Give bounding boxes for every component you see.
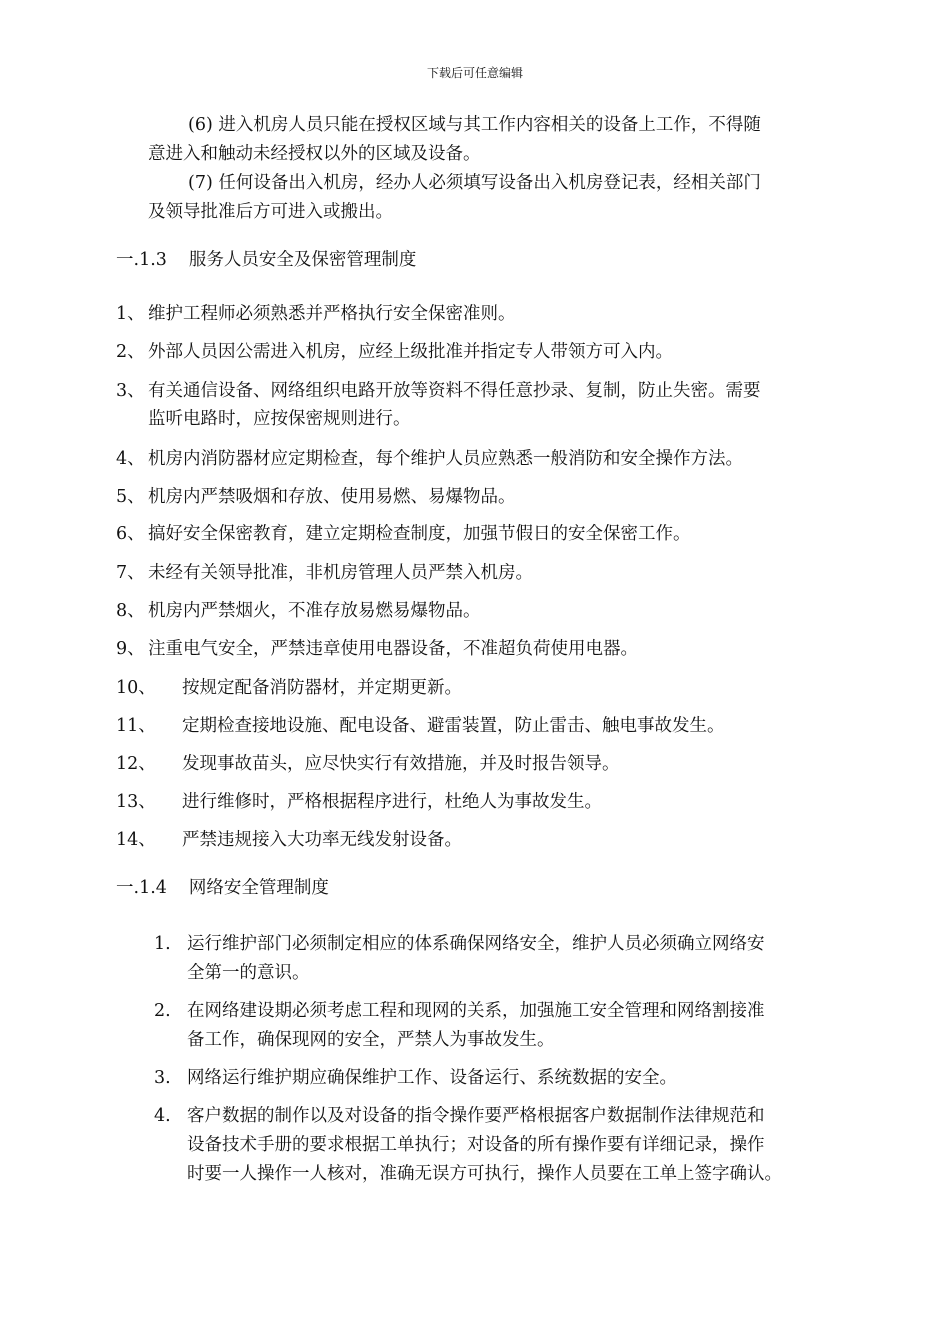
section-number: 一.1.4 (116, 878, 167, 898)
section-heading-1-1-3 (116, 249, 416, 271)
page-header: 下载后可任意编辑 (426, 66, 523, 80)
list-item-continuation: 全第一的意识。 (187, 963, 310, 983)
list-item: 3、 有关通信设备、网络组织电路开放等资料不得任意抄录、复制，防止失密。需要 (116, 381, 761, 401)
list-item: 2、 外部人员因公需进入机房，应经上级批准并指定专人带领方可入内。 (116, 342, 673, 362)
list-item: 8、 机房内严禁烟火，不准存放易燃易爆物品。 (116, 601, 481, 621)
list-item-continuation: 监听电路时，应按保密规则进行。 (148, 409, 411, 429)
list-item: 3. 网络运行维护期应确保维护工作、设备运行、系统数据的安全。 (154, 1068, 677, 1088)
list-item: 4、 机房内消防器材应定期检查，每个维护人员应熟悉一般消防和安全操作方法。 (116, 449, 743, 469)
list-item: 5、 机房内严禁吸烟和存放、使用易燃、易爆物品。 (116, 487, 516, 507)
paragraph-7-line-1: (7) 任何设备出入机房，经办人必须填写设备出入机房登记表，经相关部门 (188, 173, 761, 193)
list-item: 13、 进行维修时，严格根据程序进行，杜绝人为事故发生。 (116, 792, 602, 812)
section-heading-1-1-4 (116, 877, 329, 899)
paragraph-6-line-1: (6) 进入机房人员只能在授权区域与其工作内容相关的设备上工作，不得随 (188, 115, 761, 135)
list-item: 4. 客户数据的制作以及对设备的指令操作要严格根据客户数据制作法律规范和 (154, 1106, 765, 1126)
paragraph-6-line-2: 意进入和触动未经授权以外的区域及设备。 (148, 144, 481, 164)
list-item: 14、 严禁违规接入大功率无线发射设备。 (116, 830, 462, 850)
list-item: 9、 注重电气安全，严禁违章使用电器设备，不准超负荷使用电器。 (116, 639, 638, 659)
list-item: 1. 运行维护部门必须制定相应的体系确保网络安全，维护人员必须确立网络安 (154, 934, 765, 954)
paragraph-7-line-2: 及领导批准后方可进入或搬出。 (148, 202, 393, 222)
list-item: 12、 发现事故苗头，应尽快实行有效措施，并及时报告领导。 (116, 754, 620, 774)
list-item: 1、 维护工程师必须熟悉并严格执行安全保密准则。 (116, 304, 516, 324)
list-item: 7、 未经有关领导批准，非机房管理人员严禁入机房。 (116, 563, 533, 583)
list-item-continuation: 设备技术手册的要求根据工单执行；对设备的所有操作要有详细记录，操作 (187, 1135, 765, 1155)
list-item: 11、 定期检查接地设施、配电设备、避雷装置，防止雷击、触电事故发生。 (116, 716, 725, 736)
section-title: 网络安全管理制度 (188, 878, 329, 898)
list-item-continuation: 时要一人操作一人核对，准确无误方可执行，操作人员要在工单上签字确认。 (187, 1164, 782, 1184)
list-item-continuation: 备工作，确保现网的安全，严禁人为事故发生。 (187, 1030, 555, 1050)
section-number: 一.1.3 (116, 250, 167, 270)
list-item: 2. 在网络建设期必须考虑工程和现网的关系，加强施工安全管理和网络割接准 (154, 1001, 765, 1021)
list-item: 10、 按规定配备消防器材，并定期更新。 (116, 678, 462, 698)
section-title: 服务人员安全及保密管理制度 (188, 250, 417, 270)
list-item: 6、 搞好安全保密教育，建立定期检查制度，加强节假日的安全保密工作。 (116, 524, 691, 544)
